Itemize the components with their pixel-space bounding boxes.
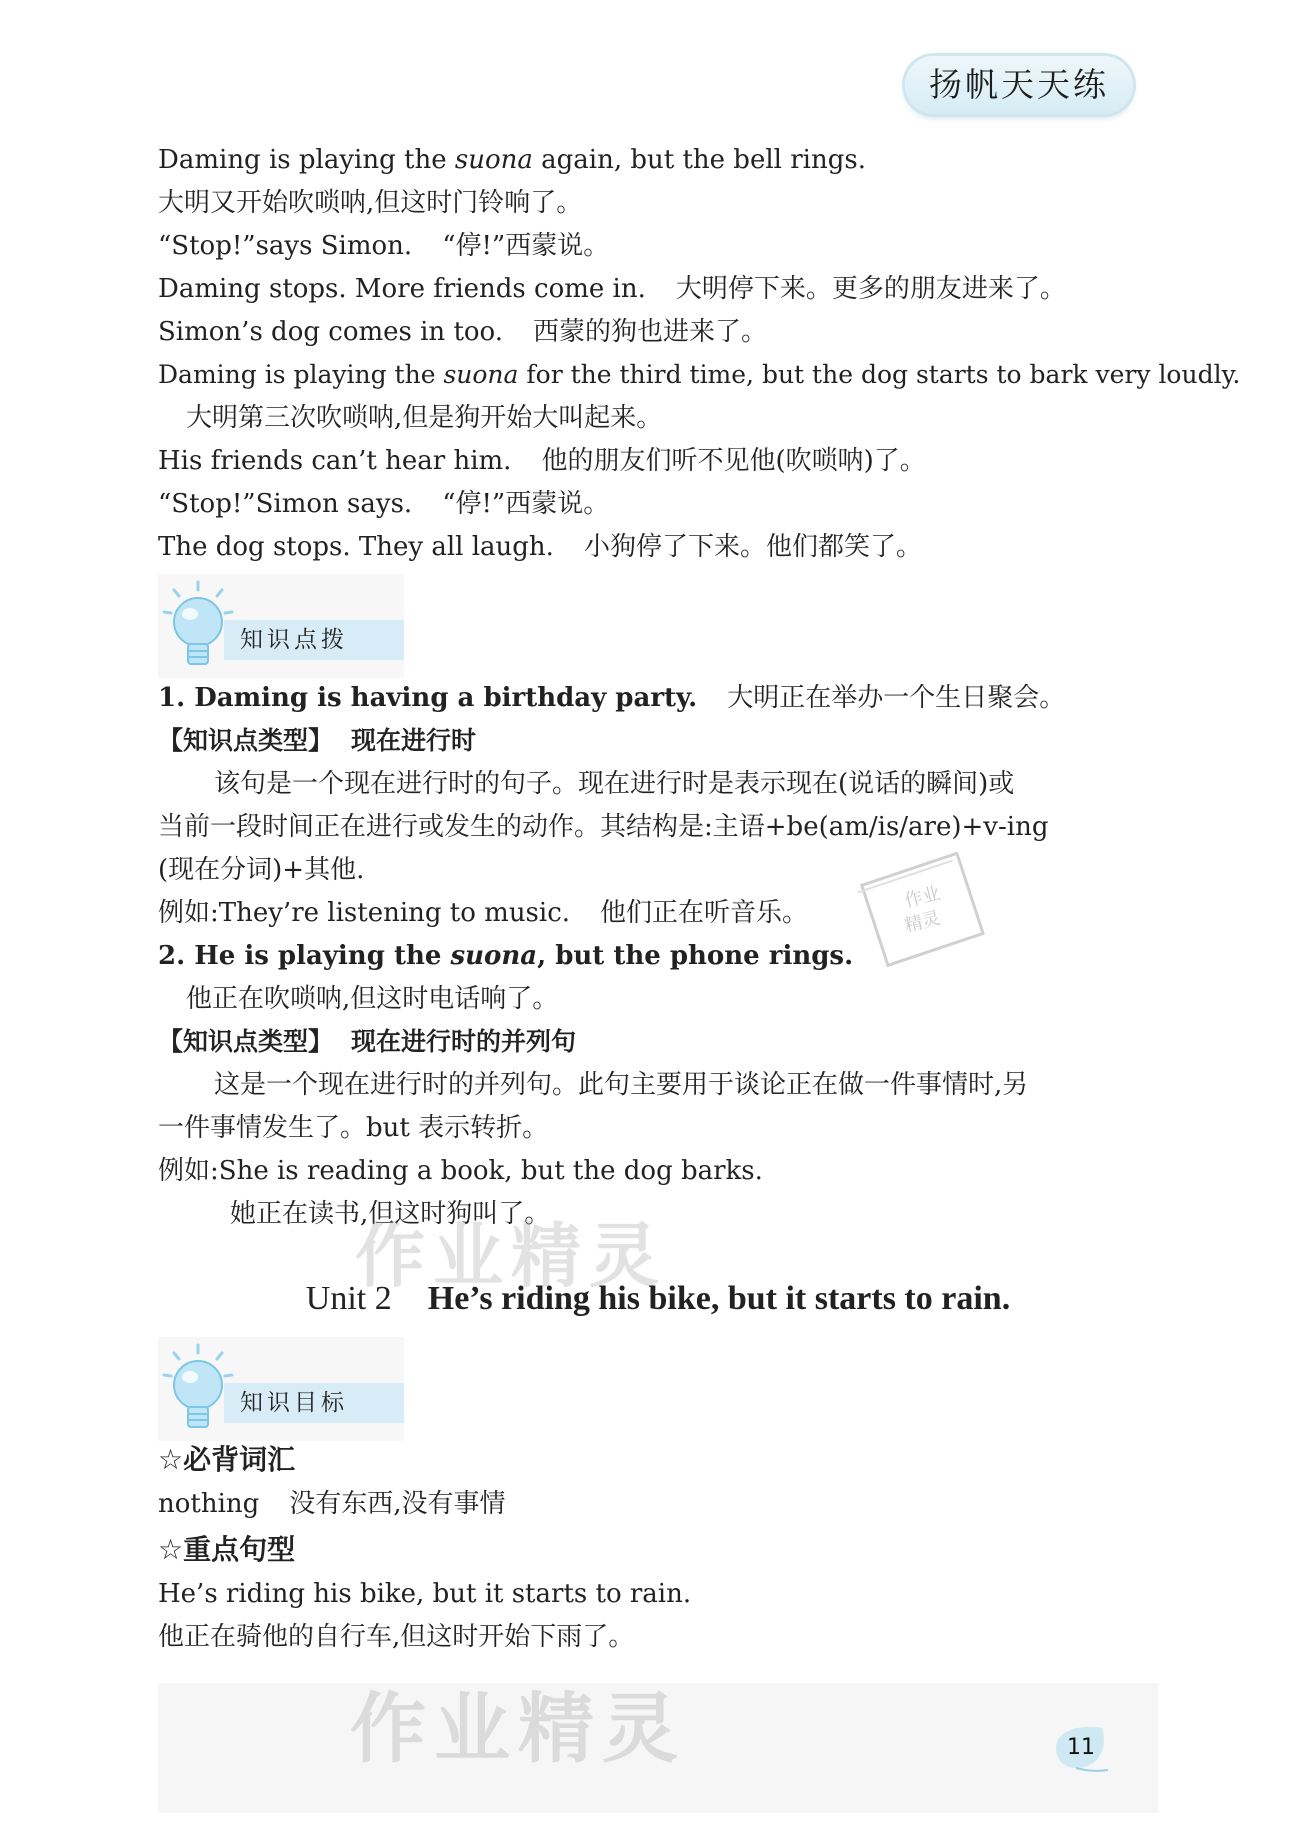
section-heading-label: 知识目标 xyxy=(240,1390,348,1416)
key-sentence-zh: 他正在骑他的自行车,但这时开始下雨了。 xyxy=(158,1622,635,1652)
point-2-example-en: She is reading a book, but the dog barks. xyxy=(218,1156,763,1186)
point-2-type-value: 现在进行时的并列句 xyxy=(351,1027,577,1056)
story-line-9-zh: “停!”西蒙说。 xyxy=(442,489,610,519)
lightbulb-icon xyxy=(162,580,240,678)
story-line-3-en: “Stop!”says Simon. xyxy=(158,231,413,261)
story-line-10-en: The dog stops. They all laugh. xyxy=(158,532,554,562)
point-1-title-en: 1. Daming is having a birthday party. xyxy=(158,683,698,713)
story-line-9 xyxy=(158,484,609,524)
unit-title xyxy=(0,1280,1316,1318)
story-line-8 xyxy=(158,441,926,481)
story-line-3-zh: “停!”西蒙说。 xyxy=(442,231,610,261)
story-line-2-zh: 大明又开始吹唢呐,但这时门铃响了。 xyxy=(158,188,583,218)
watermark-stamp xyxy=(850,852,990,972)
story-line-6 xyxy=(158,355,1240,395)
brand-badge: 扬帆天天练 xyxy=(905,56,1133,114)
watermark-text: 作业精灵 xyxy=(355,1215,667,1297)
vocab-word: nothing xyxy=(158,1489,260,1519)
watermark-text-bottom: 作业精灵 xyxy=(350,1684,686,1773)
section-heading-label: 知识点拨 xyxy=(240,627,348,653)
point-2-type xyxy=(158,1022,576,1062)
section-heading-tips xyxy=(158,574,404,678)
example-label: 例如: xyxy=(158,1156,219,1186)
vocab-meaning: 没有东西,没有事情 xyxy=(289,1489,506,1519)
story-line-4-zh: 大明停下来。更多的朋友进来了。 xyxy=(675,274,1066,304)
story-line-6-en: Daming is playing the suona for the third time, but the dog starts to bark very loudly. xyxy=(158,360,1241,389)
story-line-1-en: Daming is playing the suona again, but the bell rings. xyxy=(158,145,866,175)
story-line-8-zh: 他的朋友们听不见他(吹唢呐)了。 xyxy=(541,446,926,476)
point-2-explain-1: 这是一个现在进行时的并列句。此句主要用于谈论正在做一件事情时,另 xyxy=(214,1070,1029,1100)
story-line-5-en: Simon’s dog comes in too. xyxy=(158,317,504,347)
page-number: 11 xyxy=(1067,1735,1095,1760)
vocab-item xyxy=(158,1484,506,1524)
story-line-7-zh: 大明第三次吹唢呐,但是狗开始大叫起来。 xyxy=(186,403,663,433)
point-2-explain-2: 一件事情发生了。but 表示转折。 xyxy=(158,1113,549,1143)
story-line-3 xyxy=(158,226,609,266)
point-1-example-zh: 他们正在听音乐。 xyxy=(600,898,809,928)
point-2-title xyxy=(158,936,853,976)
story-line-10 xyxy=(158,527,922,567)
point-2-example-zh: 她正在读书,但这时狗叫了。 xyxy=(230,1199,551,1229)
point-2-title-zh: 他正在吹唢呐,但这时电话响了。 xyxy=(186,984,559,1014)
stamp-text-top: 作业 xyxy=(902,882,943,912)
point-1-type-value: 现在进行时 xyxy=(351,726,477,755)
point-1-example xyxy=(158,893,808,933)
point-1-type-label: 【知识点类型】 xyxy=(158,726,334,755)
unit-title-text: He’s riding his bike, but it starts to rain. xyxy=(427,1280,1011,1317)
point-1-title-zh: 大明正在举办一个生日聚会。 xyxy=(727,683,1066,713)
vocab-label: ☆必背词汇 xyxy=(158,1443,296,1476)
story-line-1 xyxy=(158,140,866,180)
point-2-example xyxy=(158,1151,763,1191)
story-line-10-zh: 小狗停了下来。他们都笑了。 xyxy=(583,532,922,562)
section-heading-goals xyxy=(158,1337,404,1441)
point-1-example-en: They’re listening to music. xyxy=(218,898,571,928)
point-2-title-en: 2. He is playing the suona, but the phone rings. xyxy=(158,941,854,971)
story-line-9-en: “Stop!”Simon says. xyxy=(158,489,413,519)
sentence-label: ☆重点句型 xyxy=(158,1533,296,1566)
point-1-explain-1: 该句是一个现在进行时的句子。现在进行时是表示现在(说话的瞬间)或 xyxy=(214,769,1015,799)
example-label: 例如: xyxy=(158,898,219,928)
point-1-title xyxy=(158,678,1065,718)
story-line-5-zh: 西蒙的狗也进来了。 xyxy=(533,317,768,347)
lightbulb-icon xyxy=(162,1343,240,1441)
story-line-4 xyxy=(158,269,1066,309)
unit-number: Unit 2 xyxy=(305,1280,392,1317)
story-line-2 xyxy=(158,183,582,223)
point-1-explain-2: 当前一段时间正在进行或发生的动作。其结构是:主语+be(am/is/are)+v-ing xyxy=(158,812,1049,842)
story-line-8-en: His friends can’t hear him. xyxy=(158,446,512,476)
stamp-text-mid: 精灵 xyxy=(902,907,943,937)
story-line-7 xyxy=(186,398,662,438)
point-2-type-label: 【知识点类型】 xyxy=(158,1027,334,1056)
story-line-4-en: Daming stops. More friends come in. xyxy=(158,274,646,304)
story-line-5 xyxy=(158,312,767,352)
key-sentence-en: He’s riding his bike, but it starts to rain. xyxy=(158,1579,692,1609)
point-1-explain-3: (现在分词)+其他. xyxy=(158,855,365,885)
point-1-type xyxy=(158,721,476,761)
